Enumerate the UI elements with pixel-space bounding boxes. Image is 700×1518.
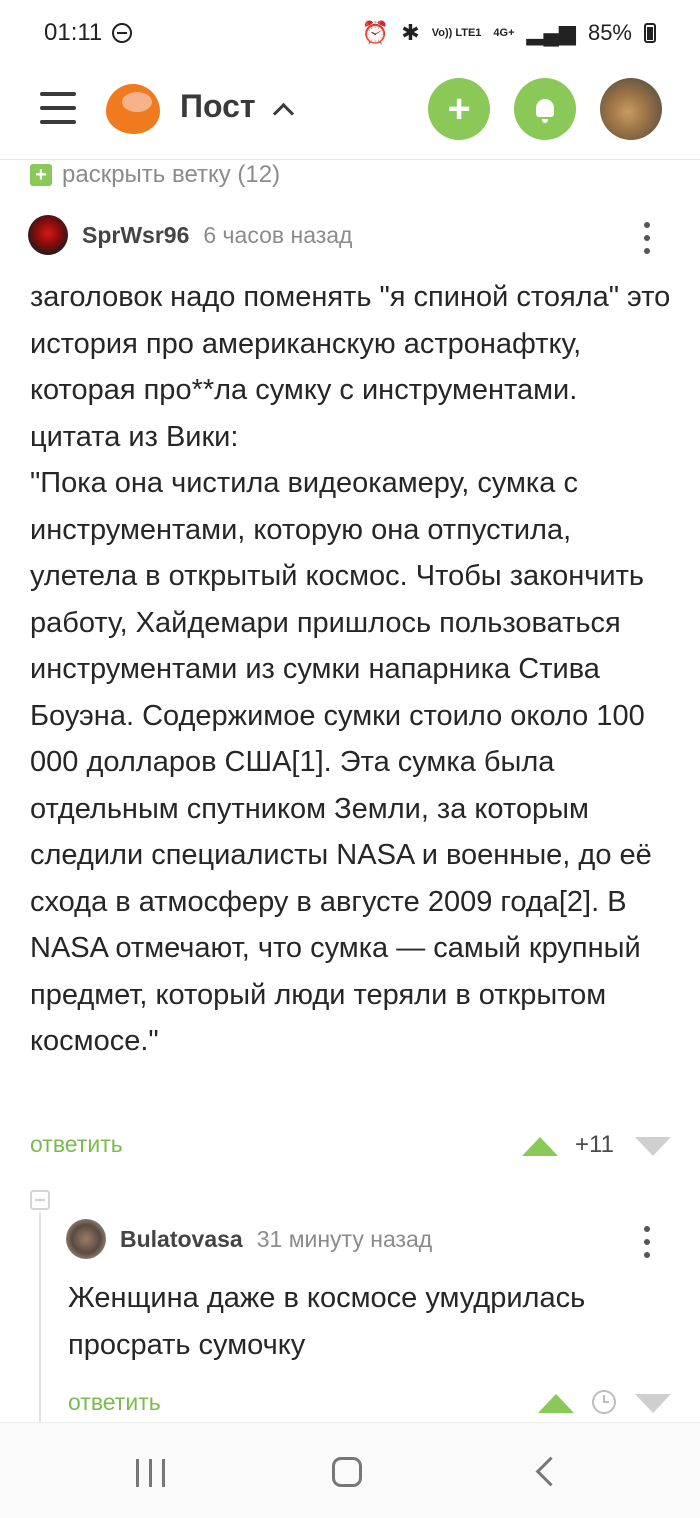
add-post-button[interactable] bbox=[428, 78, 490, 140]
navigation-bar bbox=[0, 1422, 700, 1518]
menu-icon[interactable] bbox=[40, 92, 76, 128]
expand-thread-button[interactable] bbox=[30, 158, 280, 192]
comment-author[interactable]: Bulatovasa bbox=[120, 1225, 243, 1252]
pikabu-logo[interactable] bbox=[106, 84, 160, 134]
avatar[interactable] bbox=[66, 1219, 106, 1259]
bell-icon bbox=[536, 99, 554, 117]
comment-rating: +11 bbox=[575, 1131, 614, 1158]
comment-paragraph: "Пока она чистила видеокамеру, сумка с инструментами, которую она отпустила, улетела в открытый космос. Чтобы закончить работу, Хайдемари пришлось пользоваться инструментами из сумки напарника Стива Боуэна. Содержимое сумки стоило около 100 000 долларов США[1]. Эта сумка была отдельным спутником Земли, за которым следили специалисты NASA и военные, до её схода в атмосферу в августе 2009 года[2]. В NASA отмечают, что сумка — самый крупный предмет, который люди теряли в открытом космосе." bbox=[30, 467, 652, 1057]
battery-icon bbox=[644, 23, 656, 43]
comment-paragraph: заголовок надо поменять "я спиной стояла" это история про американскую астронафтку, которая про**ла сумку с инструментами. цитата из Вики: bbox=[30, 281, 671, 453]
comment-header bbox=[66, 1219, 432, 1259]
comment-time[interactable]: 31 минуту назад bbox=[256, 1225, 433, 1252]
battery-percent: 85% bbox=[587, 20, 632, 45]
notifications-button[interactable] bbox=[514, 78, 576, 140]
plus-icon: + bbox=[447, 87, 471, 131]
volte-indicator: Vo)) LTE1 bbox=[431, 26, 482, 39]
bluetooth-icon: ✱ bbox=[401, 20, 420, 45]
status-time: 01:11 bbox=[44, 19, 103, 46]
comment-text bbox=[30, 274, 675, 1065]
comment-text: Женщина даже в космосе умудрилась просрать сумочку bbox=[68, 1282, 586, 1361]
reply-button[interactable]: ответить bbox=[30, 1131, 123, 1157]
more-options-icon[interactable] bbox=[644, 1226, 650, 1265]
alarm-icon: ⏰ bbox=[361, 20, 390, 45]
network-type: 4G+ bbox=[493, 26, 515, 39]
status-right bbox=[362, 20, 656, 46]
status-bar bbox=[0, 0, 700, 66]
thread-line[interactable] bbox=[39, 1212, 41, 1422]
app-header bbox=[0, 66, 700, 160]
downvote-icon[interactable] bbox=[635, 1394, 671, 1413]
clock-icon bbox=[592, 1390, 616, 1414]
plus-box-icon: + bbox=[30, 164, 52, 186]
reply-button[interactable]: ответить bbox=[68, 1389, 161, 1415]
chevron-up-icon[interactable] bbox=[273, 103, 294, 124]
recent-apps-icon[interactable] bbox=[136, 1459, 165, 1487]
do-not-disturb-icon bbox=[112, 23, 132, 43]
user-avatar[interactable] bbox=[600, 78, 662, 140]
back-icon[interactable] bbox=[536, 1457, 566, 1487]
more-options-icon[interactable] bbox=[644, 222, 650, 261]
upvote-icon[interactable] bbox=[522, 1137, 558, 1156]
signal-icon: ▂▄▆ bbox=[526, 20, 576, 45]
comment-author[interactable]: SprWsr96 bbox=[82, 221, 190, 248]
downvote-icon[interactable] bbox=[635, 1137, 671, 1156]
comment-time[interactable]: 6 часов назад bbox=[203, 221, 353, 248]
home-icon[interactable] bbox=[332, 1457, 362, 1487]
upvote-icon[interactable] bbox=[538, 1394, 574, 1413]
expand-thread-label: раскрыть ветку (12) bbox=[62, 161, 281, 188]
page-title[interactable]: Пост bbox=[180, 88, 256, 124]
comment-header bbox=[28, 215, 352, 255]
collapse-thread-icon[interactable] bbox=[30, 1190, 50, 1210]
avatar[interactable] bbox=[28, 215, 68, 255]
status-left bbox=[44, 19, 132, 47]
